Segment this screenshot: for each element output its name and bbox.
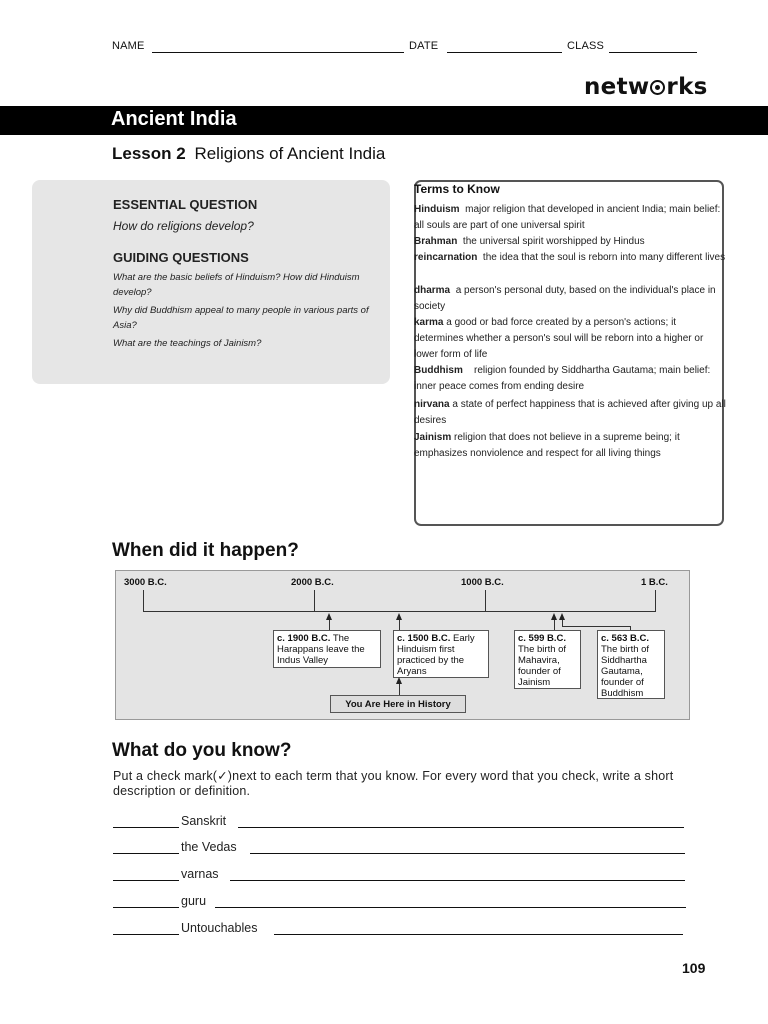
- term-nirvana: nirvana a state of perfect happiness that is achieved after giving up all desires: [414, 399, 726, 426]
- guiding-question: What are the basic beliefs of Hinduism? How did Hinduism develop?: [113, 272, 360, 298]
- term-dharma: dharma a person's personal duty, based on the individual's place in society: [414, 285, 716, 312]
- name-label: NAME: [112, 40, 145, 52]
- page-title: Ancient India: [111, 108, 237, 130]
- check-blank[interactable]: [113, 934, 179, 935]
- name-field[interactable]: [152, 52, 404, 53]
- term-row-varnas: varnas: [113, 867, 685, 883]
- know-instructions: Put a check mark(✓)next to each term that you know. For every word that you check, write a short description or definition.: [113, 769, 674, 798]
- term-row-untouchables: Untouchables: [113, 921, 683, 937]
- timeline-label: 1000 B.C.: [461, 577, 504, 588]
- term-hinduism: Hinduism major religion that developed in ancient India; main belief: all souls are part of one universal spirit: [414, 204, 721, 231]
- timeline-label: 3000 B.C.: [124, 577, 167, 588]
- page-number: 109: [682, 960, 706, 976]
- definition-line[interactable]: [215, 907, 686, 908]
- arrow-up-icon: [396, 613, 402, 620]
- timeline-tick: [485, 590, 486, 612]
- timeline-tick: [655, 590, 656, 612]
- date-label: DATE: [409, 40, 439, 52]
- term-brahman: Brahman the universal spirit worshipped by Hindus: [414, 236, 645, 247]
- essential-question: How do religions develop?: [113, 219, 254, 233]
- guiding-question: What are the teachings of Jainism?: [113, 338, 262, 349]
- when-heading: When did it happen?: [112, 540, 299, 561]
- definition-line[interactable]: [274, 934, 683, 935]
- term-row-guru: guru: [113, 894, 686, 910]
- term-reincarnation: reincarnation the idea that the soul is reborn into many different lives: [414, 252, 726, 263]
- know-heading: What do you know?: [112, 740, 292, 761]
- term-row-vedas: the Vedas: [113, 840, 685, 856]
- you-are-here-badge: You Are Here in History: [330, 695, 466, 713]
- essential-question-heading: ESSENTIAL QUESTION: [113, 197, 258, 212]
- lesson-title: Religions of Ancient India: [194, 144, 386, 163]
- arrow-up-icon: [559, 613, 565, 620]
- timeline-label: 2000 B.C.: [291, 577, 334, 588]
- definition-line[interactable]: [250, 853, 685, 854]
- timeline-event: c. 563 B.C. The birth of Siddhartha Gautama, founder of Buddhism: [597, 630, 665, 699]
- globe-icon: [650, 80, 665, 95]
- lesson-heading: [112, 144, 385, 164]
- term-row-sanskrit: Sanskrit: [113, 814, 685, 830]
- timeline-label: 1 B.C.: [641, 577, 668, 588]
- timeline-tick: [143, 590, 144, 612]
- terms-heading: Terms to Know: [414, 182, 500, 196]
- definition-line[interactable]: [230, 880, 685, 881]
- check-blank[interactable]: [113, 853, 179, 854]
- timeline-event: c. 1500 B.C. Early Hinduism first practiced by the Aryans: [393, 630, 489, 678]
- arrow-up-icon: [396, 677, 402, 684]
- guiding-questions-heading: GUIDING QUESTIONS: [113, 250, 249, 265]
- class-label: CLASS: [567, 40, 605, 52]
- definition-line[interactable]: [238, 827, 684, 828]
- timeline-tick: [314, 590, 315, 612]
- arrow-up-icon: [551, 613, 557, 620]
- timeline-event: c. 599 B.C. The birth of Mahavira, founder of Jainism: [514, 630, 581, 689]
- term-jainism: Jainism religion that does not believe in a supreme being; it emphasizes nonviolence and respect for all living things: [414, 432, 680, 459]
- timeline-event: c. 1900 B.C. The Harappans leave the Indus Valley: [273, 630, 381, 668]
- term-buddhism: Buddhism religion founded by Siddhartha Gautama; main belief: inner peace comes from ending desire: [414, 365, 711, 392]
- check-blank[interactable]: [113, 880, 179, 881]
- date-field[interactable]: [447, 52, 562, 53]
- check-blank[interactable]: [113, 907, 179, 908]
- arrow-up-icon: [326, 613, 332, 620]
- check-blank[interactable]: [113, 827, 179, 828]
- term-karma: karma a good or bad force created by a person's actions; it determines whether a person's soul will be reborn into a higher or lower form of life: [414, 317, 704, 360]
- timeline-axis: [143, 611, 656, 612]
- class-field[interactable]: [609, 52, 697, 53]
- networks-logo: netw rks: [584, 74, 708, 100]
- lesson-number: Lesson 2: [112, 144, 186, 163]
- guiding-question: Why did Buddhism appeal to many people in various parts of Asia?: [113, 305, 369, 331]
